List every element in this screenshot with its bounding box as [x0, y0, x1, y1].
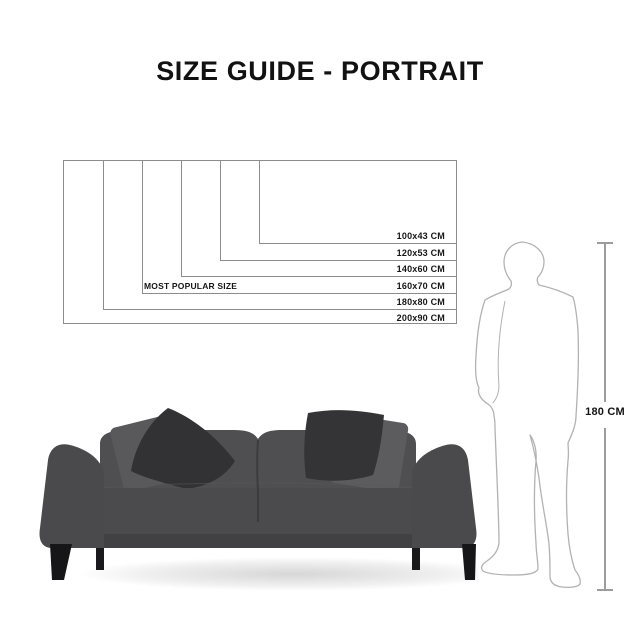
size-label-180x80: 180x80 CM: [396, 297, 445, 307]
sofa-front-leg-left: [50, 544, 72, 580]
person-silhouette: [468, 236, 586, 594]
size-label-140x60: 140x60 CM: [396, 264, 445, 274]
size-label-160x70: 160x70 CM: [396, 281, 445, 291]
height-label: 180 CM: [585, 406, 625, 418]
person-outline: [476, 242, 581, 587]
size-rect-200x90: [63, 160, 457, 324]
measure-line-upper: [604, 242, 606, 402]
page-title: SIZE GUIDE - PORTRAIT: [156, 56, 484, 86]
size-label-100x43: 100x43 CM: [396, 231, 445, 241]
size-label-120x53: 120x53 CM: [396, 248, 445, 258]
sofa-arm-left: [40, 444, 105, 548]
sofa-center-seam: [257, 440, 258, 522]
sofa-base-frame: [62, 534, 454, 548]
measure-cap-bottom: [597, 589, 613, 591]
sofa-illustration: [38, 392, 478, 592]
sofa-pillow-right: [304, 410, 384, 481]
sofa-arm-right: [412, 444, 477, 548]
size-label-200x90: 200x90 CM: [396, 313, 445, 323]
most-popular-size-label: MOST POPULAR SIZE: [144, 281, 238, 291]
measure-line-lower: [604, 428, 606, 589]
